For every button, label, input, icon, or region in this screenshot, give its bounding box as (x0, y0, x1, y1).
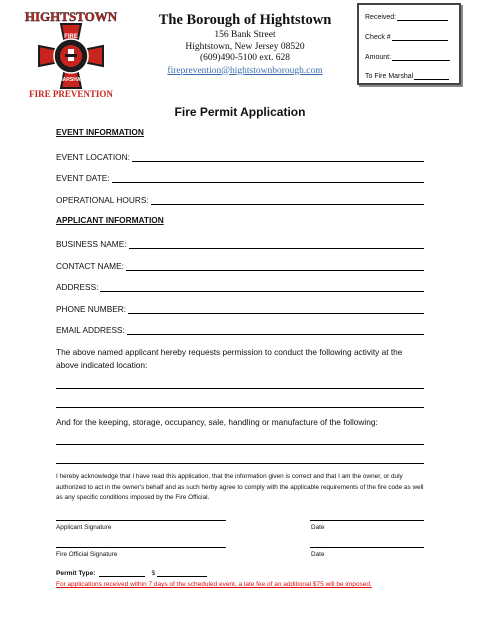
permit-type-line[interactable] (99, 570, 145, 577)
fire-prevention-logo (10, 8, 132, 100)
fee-dollar-sign: $ (151, 570, 156, 577)
amount-field[interactable]: Amount: (365, 53, 450, 61)
email-address-field[interactable]: EMAIL ADDRESS: (56, 323, 424, 335)
applicant-date-label: Date (311, 524, 325, 531)
keeping-line-1[interactable] (56, 444, 424, 445)
event-date-field[interactable]: EVENT DATE: (56, 171, 424, 183)
office-use-box (357, 3, 461, 85)
event-location-field[interactable]: EVENT LOCATION: (56, 150, 424, 162)
borough-header (140, 10, 350, 77)
operational-hours-field[interactable]: OPERATIONAL HOURS: (56, 193, 424, 205)
check-field[interactable]: Check # (365, 33, 448, 41)
applicant-date-line[interactable] (310, 520, 424, 521)
activity-line-1[interactable] (56, 388, 424, 389)
address-line-2: Hightstown, New Jersey 08520 (185, 41, 305, 52)
activity-request-text: The above named applicant hereby requests permission to conduct the following activity at the above indicated location: (56, 347, 403, 370)
permit-type-row (56, 570, 207, 577)
applicant-signature-line[interactable] (56, 520, 226, 521)
acknowledgement-text: I hereby acknowledge that I have read this application, that the information given is correct and that I am the owner, or duly authorized to act in the owner's behalf and as such herby agree to comply with the applicable requirements of the fire code as well as any specific conditions imposed by the Fire Official. (56, 473, 424, 501)
applicant-info-heading: APPLICANT INFORMATION (56, 215, 164, 225)
form-title: Fire Permit Application (174, 105, 306, 119)
official-date-line[interactable] (310, 547, 424, 548)
activity-line-2[interactable] (56, 407, 424, 408)
address-line-1: 156 Bank Street (214, 30, 276, 40)
official-signature-line[interactable] (56, 547, 226, 548)
official-signature-label: Fire Official Signature (56, 551, 118, 558)
logo-top-text: HIGHTSTOWN (24, 9, 118, 24)
keeping-text: And for the keeping, storage, occupancy, sale, handling or manufacture of the following: (56, 417, 378, 427)
fee-amount-line[interactable] (157, 570, 207, 577)
phone: (609)490-5100 ext. 628 (200, 53, 290, 63)
logo-marshal-text: MARSHAL (58, 77, 84, 83)
logo-bottom-text: FIRE PREVENTION (29, 89, 113, 99)
applicant-signature-label: Applicant Signature (56, 524, 112, 531)
address-field[interactable]: ADDRESS: (56, 280, 424, 292)
event-info-heading: EVENT INFORMATION (56, 127, 144, 137)
to-fire-marshal-field[interactable]: To Fire Marshal (365, 72, 449, 80)
late-fee-notice: For applications received within 7 days of the scheduled event, a late fee of an additional $75 will be imposed. (56, 581, 372, 588)
official-date-label: Date (311, 551, 325, 558)
phone-number-field[interactable]: PHONE NUMBER: (56, 302, 424, 314)
keeping-line-2[interactable] (56, 463, 424, 464)
permit-type-label: Permit Type: (56, 570, 96, 577)
logo-fire-text: FIRE (64, 34, 78, 40)
contact-name-field[interactable]: CONTACT NAME: (56, 259, 424, 271)
email-link[interactable]: fireprevention@hightstownborough.com (167, 65, 323, 76)
received-field[interactable]: Received: (365, 13, 448, 21)
org-name: The Borough of Hightstown (158, 12, 332, 28)
business-name-field[interactable]: BUSINESS NAME: (56, 237, 424, 249)
